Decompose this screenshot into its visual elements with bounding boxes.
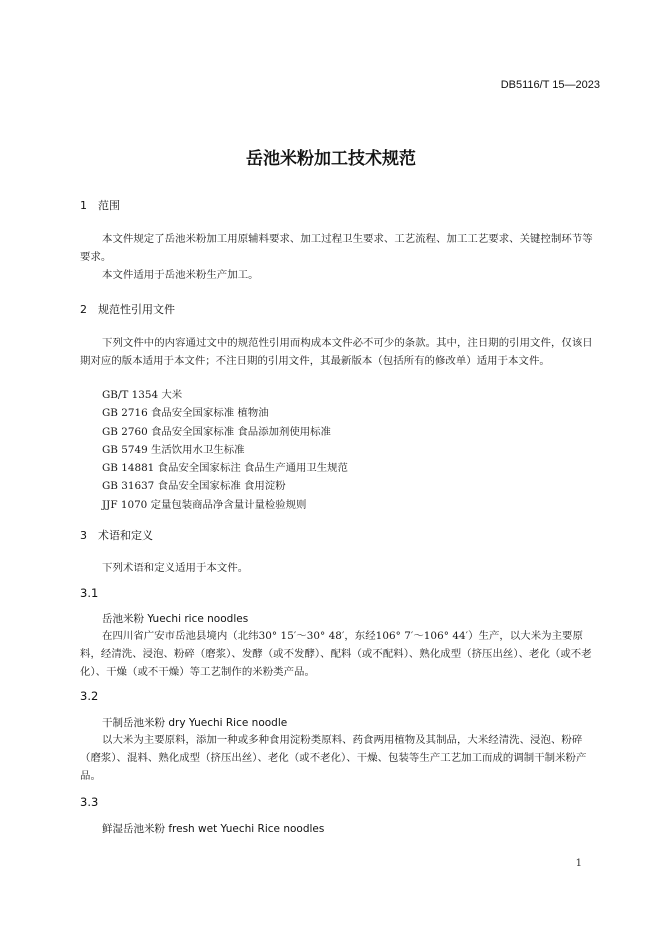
section-1-heading [80,197,120,213]
reference-item: GB 14881 食品安全国家标注 食品生产通用卫生规范 [102,462,348,475]
references-intro-paragraph: 下列文件中的内容通过文中的规范性引用而构成本文件必不可少的条款。其中，注日期的引用文件，仅该日期对应的版本适用于本文件；不注日期的引用文件，其最新版本（包括所有的修改单）适用于本文件。 [80,337,593,367]
page-number: 1 [575,858,582,869]
reference-item: GB 2760 食品安全国家标准 食品添加剂使用标准 [102,425,331,438]
scope-applicability-paragraph: 本文件适用于岳池米粉生产加工。 [102,269,259,281]
reference-list [102,386,348,514]
reference-item: GB 2716 食品安全国家标准 植物油 [102,407,269,420]
reference-item: JJF 1070 定量包装商品净含量计量检验规则 [102,498,307,511]
section-number: 1 [80,199,87,212]
section-2-heading [80,301,175,317]
page-title: 岳池米粉加工技术规范 [246,149,416,169]
reference-item: GB 5749 生活饮用水卫生标准 [102,443,245,456]
section-number: 3 [80,529,87,542]
term-3-1-definition: 在四川省广安市岳池县境内（北纬30° 15′～30° 48′，东经106° 7′～106° 44′）生产，以大米为主要原料，经清洗、浸泡、粉碎（磨浆）、发酵（或不发酵）、配料（或不配料）、熟化成型（挤压出丝）、老化（或不老化）、干燥（或不干燥）等工艺制作的米粉类产品。 [80,630,592,678]
section-title: 规范性引用文件 [98,303,175,316]
section-number: 2 [80,303,87,316]
section-title: 术语和定义 [98,529,153,542]
term-3-2-number: 3.2 [80,689,99,703]
section-title: 范围 [98,199,120,212]
reference-item: GB 31637 食品安全国家标准 食用淀粉 [102,480,286,493]
term-3-2-definition: 以大米为主要原料，添加一种或多种食用淀粉类原料、药食两用植物及其制品，大米经清洗、浸泡、粉碎（磨浆）、混料、熟化成型（挤压出丝）、老化（或不老化）、干燥、包装等生产工艺加工而成的调制干制米粉产品。 [80,734,587,782]
term-3-2-title: 干制岳池米粉 dry Yuechi Rice noodle [102,717,288,729]
scope-paragraph: 本文件规定了岳池米粉加工用原辅料要求、加工过程卫生要求、工艺流程、加工工艺要求、关键控制环节等要求。 [80,233,593,263]
section-3-heading [80,527,153,543]
reference-item: GB/T 1354 大米 [102,389,183,401]
term-3-3-number: 3.3 [80,795,99,809]
term-3-1-title: 岳池米粉 Yuechi rice noodles [102,613,249,625]
term-3-1-number: 3.1 [80,586,99,600]
terms-intro-paragraph: 下列术语和定义适用于本文件。 [102,562,249,574]
document-code: DB5116/T 15—2023 [500,79,600,91]
term-3-3-title: 鲜湿岳池米粉 fresh wet Yuechi Rice noodles [102,823,325,835]
